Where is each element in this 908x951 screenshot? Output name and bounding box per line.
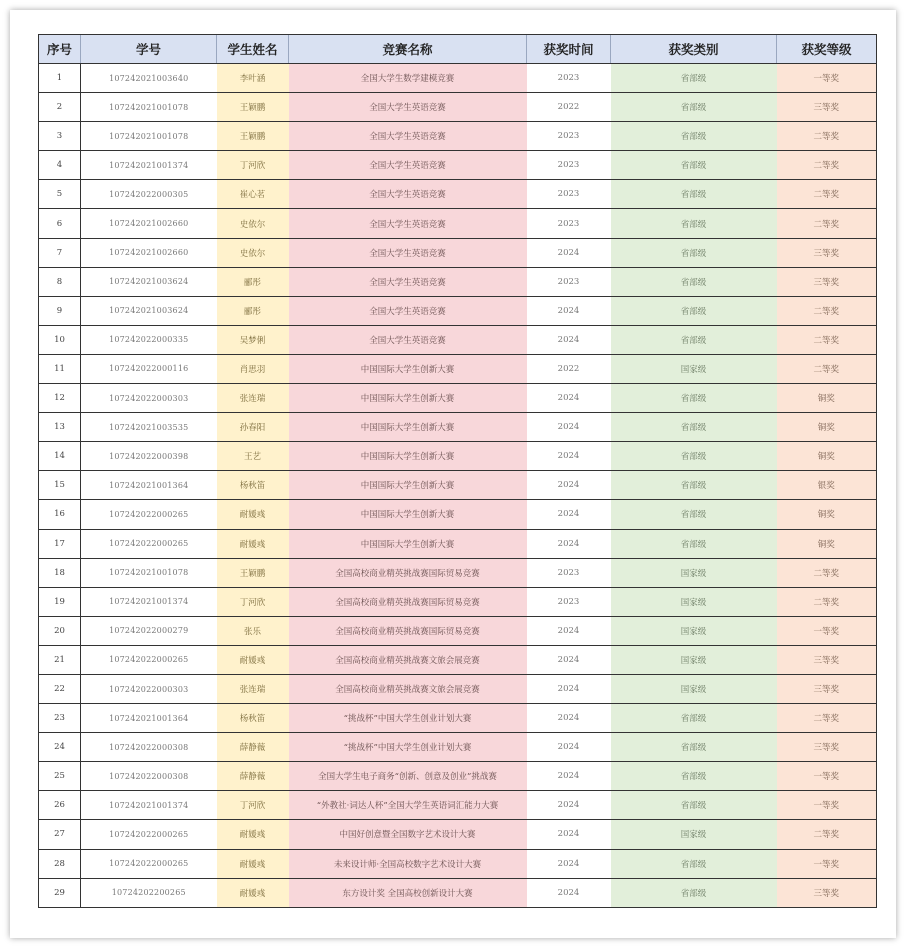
cell-student-name: 孙春阳 — [217, 413, 289, 442]
cell-award-time: 2023 — [527, 267, 611, 296]
cell-student-id: 107242022000308 — [81, 733, 217, 762]
cell-competition: 东方设计奖 全国高校创新设计大赛 — [289, 878, 527, 907]
cell-student-id: 107242022000116 — [81, 354, 217, 383]
cell-award-level: 二等奖 — [777, 209, 877, 238]
cell-competition: 全国高校商业精英挑战赛国际贸易竞赛 — [289, 616, 527, 645]
cell-award-category: 省部级 — [611, 500, 777, 529]
cell-award-level: 三等奖 — [777, 878, 877, 907]
cell-award-time: 2023 — [527, 180, 611, 209]
cell-award-time: 2024 — [527, 791, 611, 820]
cell-award-category: 省部级 — [611, 791, 777, 820]
header-student-name: 学生姓名 — [217, 35, 289, 64]
cell-competition: 全国大学生电子商务“创新、创意及创业”挑战赛 — [289, 762, 527, 791]
cell-award-category: 省部级 — [611, 64, 777, 93]
cell-seq: 17 — [39, 529, 81, 558]
cell-student-name: 耐媛彧 — [217, 878, 289, 907]
cell-competition: 全国大学生英语竞赛 — [289, 180, 527, 209]
cell-seq: 28 — [39, 849, 81, 878]
table-row — [39, 762, 877, 791]
cell-seq: 27 — [39, 820, 81, 849]
cell-seq: 16 — [39, 500, 81, 529]
cell-student-name: 耐媛彧 — [217, 529, 289, 558]
cell-seq: 9 — [39, 296, 81, 325]
header-seq: 序号 — [39, 35, 81, 64]
cell-award-time: 2024 — [527, 704, 611, 733]
cell-seq: 20 — [39, 616, 81, 645]
cell-student-id: 107242022000398 — [81, 442, 217, 471]
cell-competition: 中国国际大学生创新大赛 — [289, 442, 527, 471]
cell-award-time: 2024 — [527, 529, 611, 558]
cell-competition: 全国高校商业精英挑战赛文旅会展竞赛 — [289, 674, 527, 703]
cell-award-time: 2024 — [527, 645, 611, 674]
cell-award-time: 2024 — [527, 384, 611, 413]
cell-seq: 12 — [39, 384, 81, 413]
cell-student-name: 张连瑞 — [217, 674, 289, 703]
cell-competition: 中国国际大学生创新大赛 — [289, 384, 527, 413]
document-page — [10, 10, 896, 938]
cell-award-category: 国家级 — [611, 674, 777, 703]
cell-award-category: 省部级 — [611, 151, 777, 180]
cell-award-time: 2024 — [527, 238, 611, 267]
table-row — [39, 558, 877, 587]
cell-student-name: 张乐 — [217, 616, 289, 645]
cell-seq: 14 — [39, 442, 81, 471]
cell-award-level: 二等奖 — [777, 587, 877, 616]
table-row — [39, 471, 877, 500]
cell-award-category: 省部级 — [611, 849, 777, 878]
cell-award-time: 2024 — [527, 878, 611, 907]
cell-award-category: 省部级 — [611, 296, 777, 325]
cell-student-name: 王颖鹏 — [217, 93, 289, 122]
table-row — [39, 384, 877, 413]
cell-student-name: 史依尔 — [217, 238, 289, 267]
cell-seq: 22 — [39, 674, 81, 703]
header-competition: 竞赛名称 — [289, 35, 527, 64]
awards-table — [38, 34, 877, 908]
cell-award-level: 三等奖 — [777, 93, 877, 122]
cell-award-category: 国家级 — [611, 354, 777, 383]
cell-award-level: 一等奖 — [777, 64, 877, 93]
cell-award-category: 省部级 — [611, 442, 777, 471]
cell-award-level: 一等奖 — [777, 762, 877, 791]
cell-award-category: 国家级 — [611, 616, 777, 645]
cell-seq: 26 — [39, 791, 81, 820]
table-row — [39, 587, 877, 616]
cell-competition: 全国高校商业精英挑战赛国际贸易竞赛 — [289, 587, 527, 616]
cell-student-name: 吴梦俐 — [217, 325, 289, 354]
cell-award-time: 2024 — [527, 442, 611, 471]
cell-award-level: 三等奖 — [777, 267, 877, 296]
cell-student-id: 107242022000279 — [81, 616, 217, 645]
cell-student-id: 107242021001374 — [81, 791, 217, 820]
cell-award-level: 三等奖 — [777, 238, 877, 267]
cell-award-category: 国家级 — [611, 645, 777, 674]
cell-seq: 11 — [39, 354, 81, 383]
cell-award-time: 2024 — [527, 500, 611, 529]
cell-seq: 18 — [39, 558, 81, 587]
cell-seq: 4 — [39, 151, 81, 180]
cell-award-category: 省部级 — [611, 471, 777, 500]
table-row — [39, 151, 877, 180]
cell-award-level: 二等奖 — [777, 151, 877, 180]
cell-student-name: 肖思羽 — [217, 354, 289, 383]
cell-seq: 19 — [39, 587, 81, 616]
cell-competition: 中国好创意暨全国数字艺术设计大赛 — [289, 820, 527, 849]
table-row — [39, 64, 877, 93]
cell-seq: 6 — [39, 209, 81, 238]
cell-competition: 中国国际大学生创新大赛 — [289, 413, 527, 442]
cell-competition: 全国大学生英语竞赛 — [289, 209, 527, 238]
cell-award-time: 2024 — [527, 296, 611, 325]
cell-student-id: 10724202200265 — [81, 878, 217, 907]
cell-student-id: 107242022000303 — [81, 674, 217, 703]
cell-competition: 全国高校商业精英挑战赛文旅会展竞赛 — [289, 645, 527, 674]
table-row — [39, 820, 877, 849]
cell-award-time: 2024 — [527, 616, 611, 645]
cell-award-time: 2022 — [527, 93, 611, 122]
cell-award-level: 二等奖 — [777, 296, 877, 325]
cell-award-level: 铜奖 — [777, 500, 877, 529]
table-row — [39, 878, 877, 907]
cell-student-name: 王颖鹏 — [217, 122, 289, 151]
cell-competition: 未来设计师·全国高校数字艺术设计大赛 — [289, 849, 527, 878]
cell-award-level: 二等奖 — [777, 122, 877, 151]
cell-award-category: 省部级 — [611, 267, 777, 296]
cell-competition: “挑战杯”中国大学生创业计划大赛 — [289, 733, 527, 762]
cell-student-name: 薛静薇 — [217, 762, 289, 791]
cell-seq: 7 — [39, 238, 81, 267]
cell-award-time: 2023 — [527, 64, 611, 93]
cell-award-time: 2024 — [527, 849, 611, 878]
cell-student-id: 107242021001364 — [81, 471, 217, 500]
cell-competition: 中国国际大学生创新大赛 — [289, 500, 527, 529]
table-row — [39, 733, 877, 762]
cell-student-name: 耐媛彧 — [217, 849, 289, 878]
cell-student-id: 107242021001078 — [81, 122, 217, 151]
cell-competition: 中国国际大学生创新大赛 — [289, 471, 527, 500]
cell-student-id: 107242022000265 — [81, 529, 217, 558]
cell-competition: 全国大学生数学建模竞赛 — [289, 64, 527, 93]
table-row — [39, 442, 877, 471]
cell-award-level: 二等奖 — [777, 180, 877, 209]
cell-student-id: 107242021003624 — [81, 296, 217, 325]
header-award-time: 获奖时间 — [527, 35, 611, 64]
cell-award-category: 省部级 — [611, 529, 777, 558]
cell-student-name: 杨秋笛 — [217, 704, 289, 733]
cell-award-time: 2024 — [527, 471, 611, 500]
cell-student-id: 107242022000303 — [81, 384, 217, 413]
cell-award-time: 2024 — [527, 733, 611, 762]
cell-competition: “外教社·词达人杯”全国大学生英语词汇能力大赛 — [289, 791, 527, 820]
cell-student-id: 107242021003640 — [81, 64, 217, 93]
cell-competition: 全国大学生英语竞赛 — [289, 296, 527, 325]
cell-competition: 全国大学生英语竞赛 — [289, 267, 527, 296]
cell-competition: 全国大学生英语竞赛 — [289, 122, 527, 151]
cell-award-time: 2023 — [527, 587, 611, 616]
cell-award-category: 省部级 — [611, 93, 777, 122]
cell-award-time: 2024 — [527, 413, 611, 442]
table-row — [39, 267, 877, 296]
cell-award-time: 2022 — [527, 354, 611, 383]
table-body — [39, 64, 877, 908]
cell-student-name: 王艺 — [217, 442, 289, 471]
cell-seq: 13 — [39, 413, 81, 442]
cell-award-level: 二等奖 — [777, 704, 877, 733]
header-student-id: 学号 — [81, 35, 217, 64]
cell-award-category: 省部级 — [611, 325, 777, 354]
cell-competition: 全国大学生英语竞赛 — [289, 151, 527, 180]
cell-award-level: 银奖 — [777, 471, 877, 500]
table-row — [39, 93, 877, 122]
cell-award-category: 省部级 — [611, 122, 777, 151]
cell-student-name: 张连瑞 — [217, 384, 289, 413]
cell-student-name: 丁河欣 — [217, 791, 289, 820]
cell-award-time: 2024 — [527, 820, 611, 849]
cell-award-time: 2024 — [527, 325, 611, 354]
table-row — [39, 500, 877, 529]
cell-student-name: 丁河欣 — [217, 151, 289, 180]
table-row — [39, 645, 877, 674]
cell-award-category: 省部级 — [611, 413, 777, 442]
cell-award-level: 一等奖 — [777, 616, 877, 645]
cell-competition: 全国高校商业精英挑战赛国际贸易竞赛 — [289, 558, 527, 587]
cell-student-name: 耐媛彧 — [217, 820, 289, 849]
cell-student-id: 107242022000265 — [81, 849, 217, 878]
cell-competition: 全国大学生英语竞赛 — [289, 93, 527, 122]
cell-seq: 29 — [39, 878, 81, 907]
cell-student-id: 107242021002660 — [81, 238, 217, 267]
cell-student-id: 107242022000335 — [81, 325, 217, 354]
table-row — [39, 296, 877, 325]
cell-student-name: 李叶涵 — [217, 64, 289, 93]
header-row — [39, 35, 877, 64]
cell-competition: 全国大学生英语竞赛 — [289, 325, 527, 354]
cell-student-id: 107242021003535 — [81, 413, 217, 442]
cell-student-id: 107242022000305 — [81, 180, 217, 209]
cell-competition: 中国国际大学生创新大赛 — [289, 529, 527, 558]
cell-award-time: 2023 — [527, 151, 611, 180]
cell-award-level: 一等奖 — [777, 849, 877, 878]
cell-award-level: 三等奖 — [777, 733, 877, 762]
cell-award-category: 国家级 — [611, 820, 777, 849]
cell-competition: 中国国际大学生创新大赛 — [289, 354, 527, 383]
table-row — [39, 413, 877, 442]
cell-award-category: 省部级 — [611, 762, 777, 791]
cell-seq: 1 — [39, 64, 81, 93]
cell-award-category: 省部级 — [611, 733, 777, 762]
cell-seq: 15 — [39, 471, 81, 500]
cell-award-level: 三等奖 — [777, 645, 877, 674]
cell-student-id: 107242021001078 — [81, 93, 217, 122]
cell-award-time: 2023 — [527, 558, 611, 587]
cell-award-level: 铜奖 — [777, 384, 877, 413]
header-award-level: 获奖等级 — [777, 35, 877, 64]
cell-award-category: 省部级 — [611, 878, 777, 907]
table-row — [39, 849, 877, 878]
header-award-category: 获奖类别 — [611, 35, 777, 64]
cell-student-id: 107242021003624 — [81, 267, 217, 296]
table-row — [39, 674, 877, 703]
cell-award-level: 二等奖 — [777, 325, 877, 354]
cell-seq: 2 — [39, 93, 81, 122]
table-row — [39, 616, 877, 645]
cell-award-time: 2024 — [527, 762, 611, 791]
table-row — [39, 325, 877, 354]
cell-student-id: 107242022000308 — [81, 762, 217, 791]
cell-student-name: 史依尔 — [217, 209, 289, 238]
cell-student-name: 郦彤 — [217, 296, 289, 325]
cell-student-id: 107242021001374 — [81, 587, 217, 616]
cell-award-category: 国家级 — [611, 587, 777, 616]
cell-award-level: 二等奖 — [777, 820, 877, 849]
table-row — [39, 529, 877, 558]
cell-seq: 10 — [39, 325, 81, 354]
cell-student-id: 107242022000265 — [81, 820, 217, 849]
cell-student-id: 107242021002660 — [81, 209, 217, 238]
table-row — [39, 704, 877, 733]
cell-seq: 3 — [39, 122, 81, 151]
cell-seq: 23 — [39, 704, 81, 733]
cell-award-category: 国家级 — [611, 558, 777, 587]
cell-award-time: 2024 — [527, 674, 611, 703]
cell-award-category: 省部级 — [611, 180, 777, 209]
cell-student-name: 杨秋笛 — [217, 471, 289, 500]
cell-student-id: 107242021001364 — [81, 704, 217, 733]
cell-award-time: 2023 — [527, 122, 611, 151]
cell-award-category: 省部级 — [611, 238, 777, 267]
cell-student-name: 郦彤 — [217, 267, 289, 296]
cell-award-level: 铜奖 — [777, 442, 877, 471]
cell-seq: 24 — [39, 733, 81, 762]
cell-award-time: 2023 — [527, 209, 611, 238]
cell-award-category: 省部级 — [611, 209, 777, 238]
cell-competition: “挑战杯”中国大学生创业计划大赛 — [289, 704, 527, 733]
cell-award-level: 铜奖 — [777, 413, 877, 442]
cell-student-id: 107242021001078 — [81, 558, 217, 587]
cell-award-category: 省部级 — [611, 704, 777, 733]
cell-award-level: 一等奖 — [777, 791, 877, 820]
cell-seq: 5 — [39, 180, 81, 209]
cell-student-name: 耐媛彧 — [217, 645, 289, 674]
table-row — [39, 180, 877, 209]
table-row — [39, 209, 877, 238]
table-row — [39, 354, 877, 383]
cell-award-level: 三等奖 — [777, 674, 877, 703]
cell-student-id: 107242021001374 — [81, 151, 217, 180]
cell-award-level: 二等奖 — [777, 558, 877, 587]
cell-student-name: 崔心茗 — [217, 180, 289, 209]
cell-student-name: 丁河欣 — [217, 587, 289, 616]
cell-student-id: 107242022000265 — [81, 645, 217, 674]
cell-student-name: 王颖鹏 — [217, 558, 289, 587]
cell-award-level: 二等奖 — [777, 354, 877, 383]
cell-seq: 8 — [39, 267, 81, 296]
cell-student-name: 薛静薇 — [217, 733, 289, 762]
table-row — [39, 791, 877, 820]
cell-seq: 25 — [39, 762, 81, 791]
cell-student-id: 107242022000265 — [81, 500, 217, 529]
cell-competition: 全国大学生英语竞赛 — [289, 238, 527, 267]
cell-award-level: 铜奖 — [777, 529, 877, 558]
cell-award-category: 省部级 — [611, 384, 777, 413]
table-row — [39, 238, 877, 267]
table-row — [39, 122, 877, 151]
cell-seq: 21 — [39, 645, 81, 674]
cell-student-name: 耐媛彧 — [217, 500, 289, 529]
